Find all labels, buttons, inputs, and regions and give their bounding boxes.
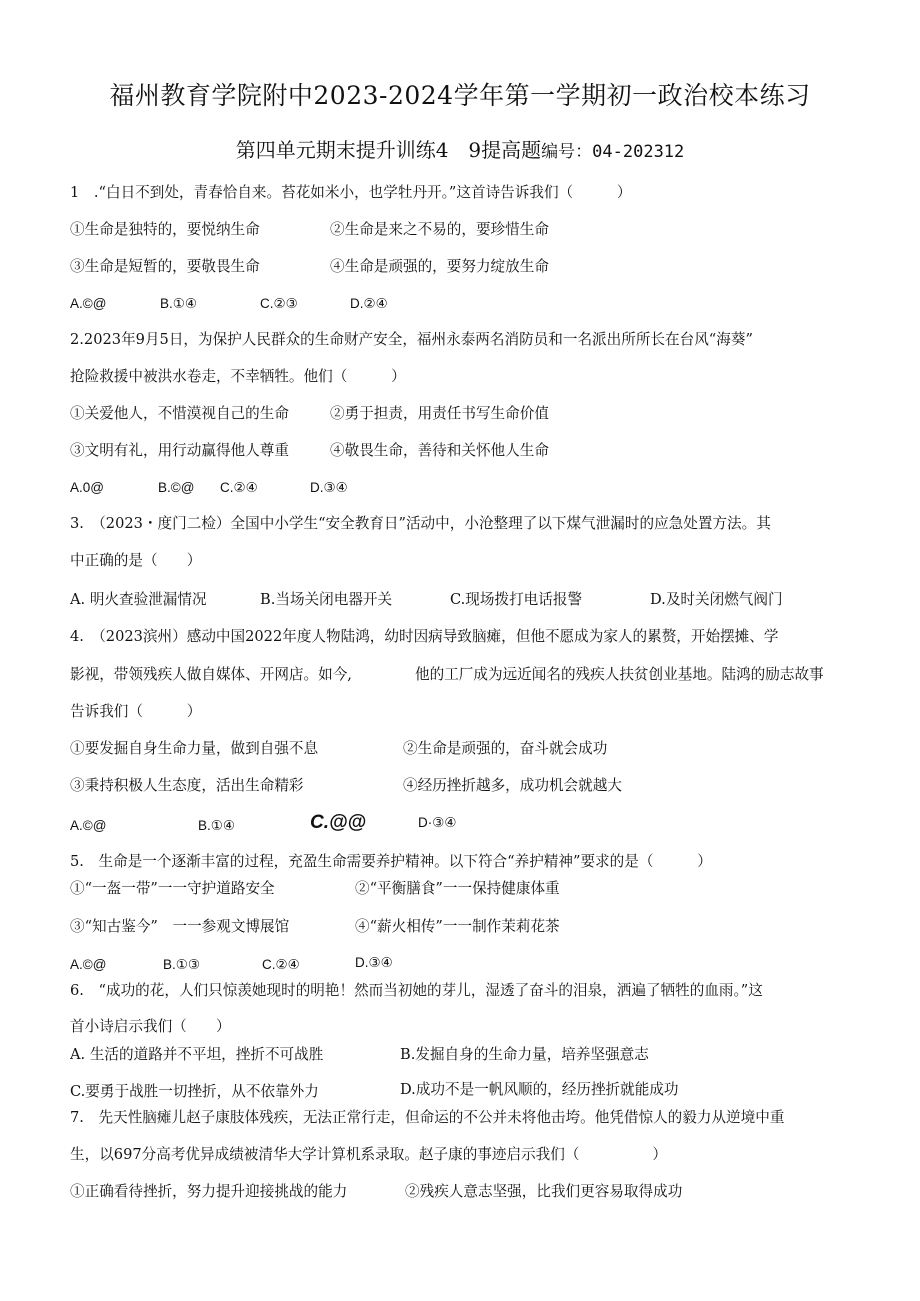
q6-choice-a: A. 生活的道路并不平坦，挫折不可战胜 xyxy=(70,1046,324,1063)
q3-choice-d: D.及时关闭燃气阀门 xyxy=(650,591,783,608)
q3-stem-line1: 3. （2023・度门二检）全国中小学生“安全教育日”活动中，小沧整理了以下煤气泄漏时的应急处置方法。其 xyxy=(70,515,771,532)
q3-stem-line2: 中正确的是（ ） xyxy=(70,552,202,569)
q4-stem-line1: 4. （2023滨州）感动中国2022年度人物陆鸿，幼时因病导致脑瘫，但他不愿成为家人的累赘，开始摆摊、学 xyxy=(70,628,779,645)
q4-choice-d: D·③④ xyxy=(418,815,457,830)
q2-option-4: ④敬畏生命，善待和关怀他人生命 xyxy=(330,442,549,459)
q1-option-3: ③生命是短暂的，要敬畏生命 xyxy=(70,258,260,275)
q2-choice-c: C.②④ xyxy=(220,480,258,495)
q2-option-2: ②勇于担责，用责任书写生命价值 xyxy=(330,405,549,422)
q2-choice-b: B.©@ xyxy=(158,480,195,495)
q5-choice-d: D.③④ xyxy=(355,955,393,970)
q1-choice-a: A.©@ xyxy=(70,296,107,311)
q6-choice-c: C.要勇于战胜一切挫折，从不依靠外力 xyxy=(70,1083,319,1100)
q5-choice-a: A.©@ xyxy=(70,957,107,972)
q5-stem: 5. 生命是一个逐渐丰富的过程，充盈生命需要养护精神。以下符合“养护精神”要求的是（ ） xyxy=(70,853,712,870)
q6-stem-line2: 首小诗启示我们（ ） xyxy=(70,1018,231,1035)
q4-choice-c: C.@@ xyxy=(310,812,367,833)
q4-stem-line2b: 他的工厂成为远近闻名的残疾人扶贫创业基地。陆鸿的励志故事 xyxy=(415,666,824,683)
page-title: 福州教育学院附中2023-2024学年第一学期初一政治校本练习 xyxy=(109,81,811,110)
q5-choice-c: C.②④ xyxy=(262,957,300,972)
q2-choice-a: A.0@ xyxy=(70,480,104,495)
q3-choice-a: A. 明火查验泄漏情况 xyxy=(70,591,207,608)
q4-option-3: ③秉持积极人生态度，活出生命精彩 xyxy=(70,777,304,794)
q4-choice-a: A.©@ xyxy=(70,818,107,833)
q1-choice-d: D.②④ xyxy=(350,296,388,311)
q4-option-4: ④经历挫折越多，成功机会就越大 xyxy=(403,777,622,794)
q7-stem-line2: 生，以697分高考优异成绩被清华大学计算机系录取。赵子康的事迹启示我们（ ） xyxy=(70,1146,668,1163)
subtitle-code: 编号：04-202312 xyxy=(541,142,685,162)
q3-choice-b: B.当场关闭电器开关 xyxy=(260,591,393,608)
q7-stem-line1: 7. 先天性脑瘫儿赵子康肢体残疾，无法正常行走，但命运的不公并未将他击垮。他凭借惊人的毅力从逆境中重 xyxy=(70,1109,785,1126)
subtitle-main: 第四单元期末提升训练4 9提高题 xyxy=(235,138,542,162)
q1-option-2: ②生命是来之不易的，要珍惜生命 xyxy=(330,221,549,238)
q4-choice-b: B.①④ xyxy=(198,818,235,833)
q4-stem-line2a: 影视，带领残疾人做自媒体、开网店。如今, xyxy=(70,666,352,683)
q7-option-2: ②残疾人意志坚强，比我们更容易取得成功 xyxy=(405,1183,683,1200)
q2-choice-d: D.③④ xyxy=(310,480,348,495)
q2-option-1: ①关爱他人，不惜漠视自己的生命 xyxy=(70,405,289,422)
q4-option-2: ②生命是顽强的，奋斗就会成功 xyxy=(403,740,608,757)
page-subtitle xyxy=(0,134,920,163)
q4-stem-line3: 告诉我们（ ） xyxy=(70,703,202,720)
q2-stem-line2: 抢险救援中被洪水卷走，不幸牺牲。他们（ ） xyxy=(70,368,406,385)
q1-choice-b: B.①④ xyxy=(160,296,197,311)
q2-option-3: ③文明有礼，用行动赢得他人尊重 xyxy=(70,442,289,459)
q5-option-3: ③“知古鉴今” 一一参观文博展馆 xyxy=(70,918,290,935)
q6-choice-d: D.成功不是一帆风顺的，经历挫折就能成功 xyxy=(400,1081,679,1098)
q1-choice-c: C.②③ xyxy=(260,296,298,311)
q3-choice-c: C.现场拨打电话报警 xyxy=(450,591,583,608)
q5-choice-b: B.①③ xyxy=(163,957,200,972)
q1-stem: 1 .“白日不到处，青春恰自来。苔花如米小，也学牡丹开。”这首诗告诉我们（ ） xyxy=(70,184,632,201)
q1-option-1: ①生命是独特的，要悦纳生命 xyxy=(70,221,260,238)
q5-option-4: ④“薪火相传”一一制作茉莉花茶 xyxy=(355,918,560,935)
q1-option-4: ④生命是顽强的，要努力绽放生命 xyxy=(330,258,549,275)
q6-stem-line1: 6. “成功的花，人们只惊羡她现时的明艳！然而当初她的芽儿，湿透了奋斗的泪泉，洒遍了牺牲的血雨。”这 xyxy=(70,982,763,999)
q7-option-1: ①正确看待挫折，努力提升迎接挑战的能力 xyxy=(70,1183,348,1200)
q5-option-1: ①“一盔一带”一一守护道路安全 xyxy=(70,880,275,897)
q2-stem-line1: 2.2023年9月5日，为保护人民群众的生命财产安全，福州永泰两名消防员和一名派出所所长在台风“海葵” xyxy=(70,331,753,348)
q4-option-1: ①要发掘自身生命力量，做到自强不息 xyxy=(70,740,319,757)
q5-option-2: ②“平衡膳食”一一保持健康体重 xyxy=(355,880,560,897)
q6-choice-b: B.发掘自身的生命力量，培养坚强意志 xyxy=(400,1046,649,1063)
